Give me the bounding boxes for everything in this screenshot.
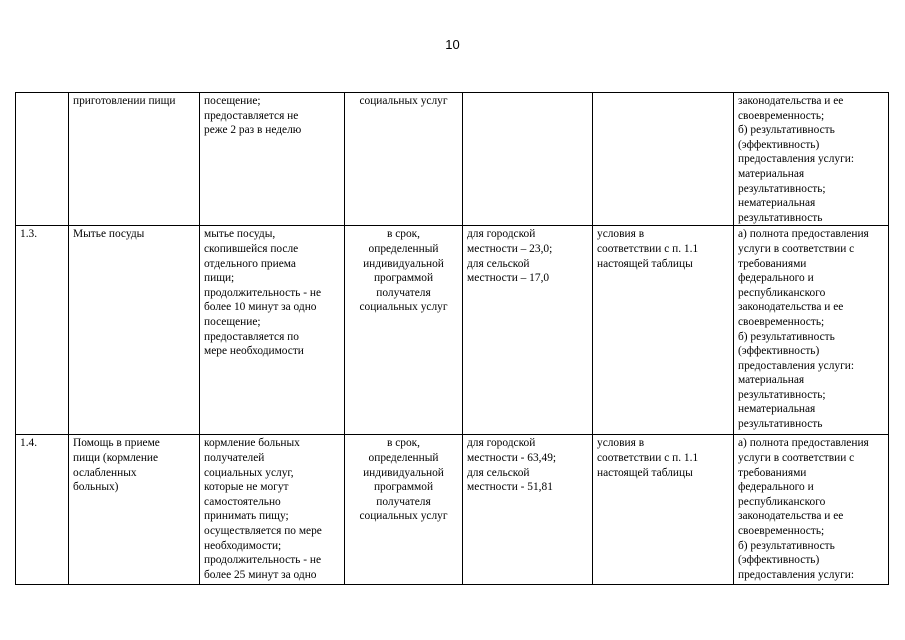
service-content-cell: мытье посуды, скопившейся после отдельного приема пищи; продолжительность - не более 10 минут за одно посещение; предоставляется по мере необходимости (200, 226, 345, 435)
table-row (16, 435, 889, 585)
service-conditions-cell: условия в соответствии с п. 1.1 настоящей таблицы (593, 435, 734, 585)
service-name-cell: приготовлении пищи (69, 93, 200, 226)
service-content-cell: посещение; предоставляется не реже 2 раз в неделю (200, 93, 345, 226)
row-number-cell: 1.3. (16, 226, 69, 435)
service-term-cell: в срок, определенный индивидуальной программой получателя социальных услуг (345, 226, 463, 435)
row-number-cell: 1.4. (16, 435, 69, 585)
service-term-cell: социальных услуг (345, 93, 463, 226)
quality-indicators-cell: а) полнота предоставления услуги в соответствии с требованиями федерального и республиканского законодательства и ее своевременность; б) результативность (эффективность) предоставления услуги: материальная результативность; нематериальная результативность (734, 226, 889, 435)
service-content-cell: кормление больных получателей социальных услуг, которые не могут самостоятельно принимать пищу; осуществляется по мере необходимости; продолжительность - не более 25 минут за одно (200, 435, 345, 585)
page-number: 10 (445, 37, 460, 52)
quality-indicators-cell: законодательства и ее своевременность; б) результативность (эффективность) предоставления услуги: материальная результативность; нематериальная результативность (734, 93, 889, 226)
service-tariff-cell (463, 93, 593, 226)
row-number-cell (16, 93, 69, 226)
service-name-cell: Мытье посуды (69, 226, 200, 435)
service-term-cell: в срок, определенный индивидуальной программой получателя социальных услуг (345, 435, 463, 585)
service-tariff-cell: для городской местности – 23,0; для сельской местности – 17,0 (463, 226, 593, 435)
service-tariff-cell: для городской местности - 63,49; для сельской местности - 51,81 (463, 435, 593, 585)
table-row (16, 93, 889, 226)
table-row (16, 226, 889, 435)
service-conditions-cell: условия в соответствии с п. 1.1 настоящей таблицы (593, 226, 734, 435)
service-conditions-cell (593, 93, 734, 226)
service-name-cell: Помощь в приеме пищи (кормление ослабленных больных) (69, 435, 200, 585)
quality-indicators-cell: а) полнота предоставления услуги в соответствии с требованиями федерального и республиканского законодательства и ее своевременность; б) результативность (эффективность) предоставления услуги: (734, 435, 889, 585)
services-table (15, 92, 889, 585)
